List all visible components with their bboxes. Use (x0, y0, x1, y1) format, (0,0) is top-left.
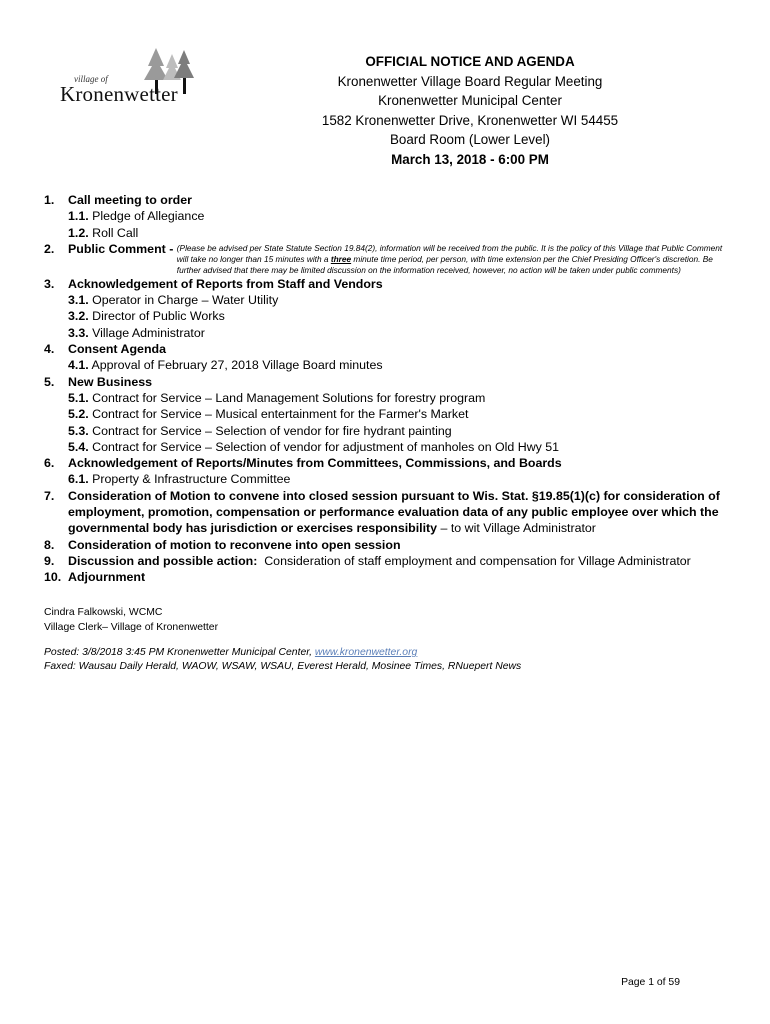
sub-item: 5.2. Contract for Service – Musical entertainment for the Farmer's Market (68, 407, 469, 422)
logo-name: Kronenwetter (60, 82, 178, 106)
sub-item: 6.1. Property & Infrastructure Committee (68, 472, 291, 487)
agenda-item (44, 553, 734, 569)
agenda-item (44, 341, 734, 357)
village-logo (56, 44, 206, 106)
item-number: 10. (44, 570, 62, 585)
item-number: 6. (44, 456, 55, 471)
village-website-link[interactable]: www.kronenwetter.org (314, 647, 418, 658)
agenda-item (44, 192, 734, 208)
item-title: Consent Agenda (68, 342, 166, 357)
item-title: New Business (68, 374, 153, 389)
item-number: 7. (44, 488, 55, 503)
logo-village-text: village of (74, 74, 108, 84)
sub-item: 4.1. Approval of February 27, 2018 Village Board minutes (68, 358, 383, 373)
agenda-item (44, 374, 734, 390)
clerk-role: Village Clerk– Village of Kronenwetter (44, 622, 219, 633)
sub-item: 5.3. Contract for Service – Selection of vendor for fire hydrant painting (68, 423, 452, 438)
item-title: Discussion and possible action: Consideration of staff employment and compensation for Village Administrator (68, 553, 691, 568)
item-title: Acknowledgement of Reports/Minutes from Committees, Commissions, and Boards (68, 456, 562, 471)
posting-info (44, 646, 521, 674)
sub-item: 3.1. Operator in Charge – Water Utility (68, 293, 279, 308)
agenda-item (44, 569, 734, 585)
sub-item: 3.3. Village Administrator (68, 325, 205, 340)
agenda-item (44, 241, 734, 276)
item-number: 4. (44, 342, 55, 357)
meeting-date: March 13, 2018 - 6:00 PM (391, 151, 549, 167)
sub-item: 1.1. Pledge of Allegiance (68, 209, 205, 224)
agenda-item (44, 537, 734, 553)
public-comment-note: (Please be advised per State Statute Section 19.84(2), information will be received from the public. It is the policy of this Village that Public Comment will take no longer than 15 minutes with a three minute time period, per person, with time extension per the Chief Presiding Officer's discretion. Be further advised that there may be limited discussion on the information received, however, no action will be taken under public comments) (176, 242, 723, 275)
sub-item: 5.1. Contract for Service – Land Management Solutions for forestry program (68, 390, 486, 405)
item-number: 8. (44, 537, 55, 552)
item-number: 9. (44, 553, 55, 568)
meeting-room: Board Room (Lower Level) (389, 132, 550, 148)
item-title: Public Comment - (68, 241, 177, 256)
item-number: 2. (44, 241, 55, 256)
item-title: Call meeting to order (68, 193, 192, 207)
item-number: 1. (44, 193, 55, 207)
agenda-list (44, 192, 734, 586)
clerk-signature (44, 605, 218, 635)
item-title: Acknowledgement of Reports from Staff and Vendors (68, 276, 383, 291)
posted-line: Posted: 3/8/2018 3:45 PM Kronenwetter Municipal Center, www.kronenwetter.org (44, 647, 418, 658)
meeting-name: Kronenwetter Village Board Regular Meeting (337, 73, 603, 89)
faxed-line: Faxed: Wausau Daily Herald, WAOW, WSAW, WSAU, Everest Herald, Mosinee Times, RNuepert News (44, 661, 522, 672)
meeting-address: 1582 Kronenwetter Drive, Kronenwetter WI 54455 (321, 112, 619, 128)
agenda-header (230, 52, 710, 170)
agenda-item (44, 455, 734, 471)
page-number: Page 1 of 59 (621, 977, 680, 988)
item-number: 5. (44, 374, 55, 389)
item-title: Consideration of motion to reconvene into open session (68, 537, 401, 552)
item-number: 3. (44, 276, 55, 291)
meeting-venue: Kronenwetter Municipal Center (378, 93, 562, 109)
sub-item: 5.4. Contract for Service – Selection of vendor for adjustment of manholes on Old Hwy 51 (68, 439, 560, 454)
item-title: Adjournment (68, 570, 146, 585)
sub-item: 1.2. Roll Call (68, 225, 139, 240)
agenda-item (44, 488, 734, 537)
notice-title: OFFICIAL NOTICE AND AGENDA (365, 54, 575, 69)
item-title: Consideration of Motion to convene into closed session pursuant to Wis. Stat. §19.85(1)(c) for consideration of employment, promotion, compensation or performance evaluation data of any public employee over which the governmental body has jurisdiction or exercises responsibility – to wit Village Administrator (68, 488, 720, 536)
sub-item: 3.2. Director of Public Works (68, 309, 225, 324)
agenda-item (44, 276, 734, 292)
clerk-name: Cindra Falkowski, WCMC (44, 607, 163, 618)
